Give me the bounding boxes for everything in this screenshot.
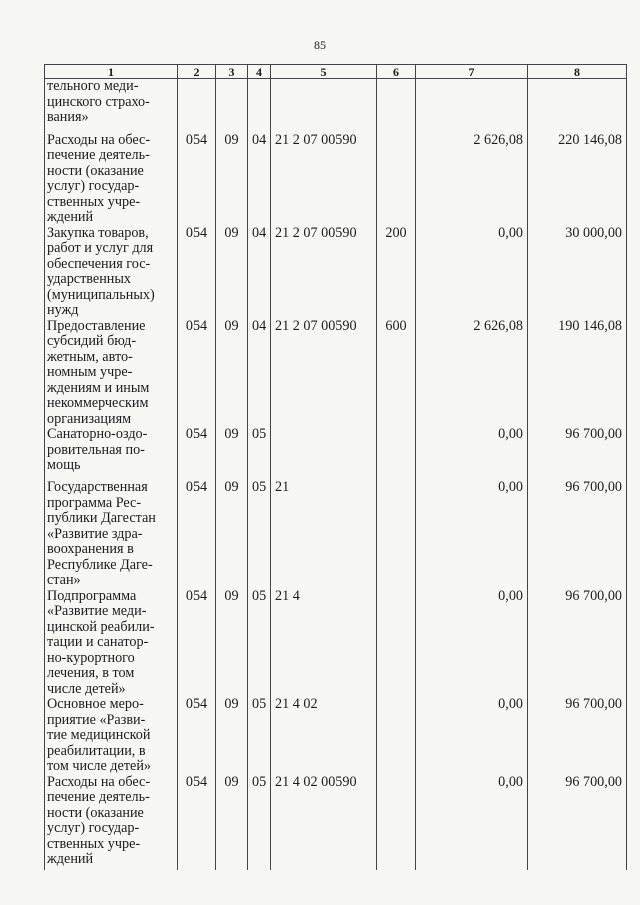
amount-change-cell: 0,00 [416, 226, 528, 319]
amount-total-cell [528, 79, 627, 133]
amount-change-cell: 2 626,08 [416, 319, 528, 428]
table-row [45, 697, 627, 775]
column-header: 5 [271, 65, 377, 79]
table-row [45, 480, 627, 589]
expense-type-cell: 600 [377, 319, 416, 428]
ministry-code-cell: 054 [178, 319, 216, 428]
ministry-code-cell [178, 79, 216, 133]
amount-total-cell: 220 146,08 [528, 133, 627, 226]
expense-type-cell [377, 79, 416, 133]
target-item-cell [271, 79, 377, 133]
row-name-cell: Предоставление субсидий бюд- жетным, авто- номным учре- ждениям и иным некоммерческим организациям [45, 319, 178, 428]
page-number: 85 [314, 38, 326, 52]
expense-type-cell [377, 480, 416, 589]
table-row [45, 775, 627, 870]
row-name-cell: тельного меди- цинского страхо- вания» [45, 79, 178, 133]
target-item-cell: 21 4 [271, 589, 377, 698]
subsection-code-cell: 05 [248, 775, 271, 870]
subsection-code-cell: 04 [248, 133, 271, 226]
target-item-cell: 21 2 07 00590 [271, 133, 377, 226]
target-item-cell: 21 [271, 480, 377, 589]
amount-total-cell: 30 000,00 [528, 226, 627, 319]
subsection-code-cell: 05 [248, 589, 271, 698]
amount-total-cell: 96 700,00 [528, 697, 627, 775]
row-name-cell: Санаторно-оздо- ровительная по- мощь [45, 427, 178, 480]
amount-change-cell: 0,00 [416, 589, 528, 698]
section-code-cell: 09 [216, 480, 248, 589]
section-code-cell: 09 [216, 427, 248, 480]
amount-change-cell: 0,00 [416, 480, 528, 589]
amount-total-cell: 190 146,08 [528, 319, 627, 428]
amount-change-cell: 0,00 [416, 775, 528, 870]
expense-type-cell [377, 589, 416, 698]
ministry-code-cell: 054 [178, 226, 216, 319]
budget-table [44, 64, 627, 870]
subsection-code-cell [248, 79, 271, 133]
amount-total-cell: 96 700,00 [528, 427, 627, 480]
column-header: 2 [178, 65, 216, 79]
column-number-header-row [45, 65, 627, 79]
section-code-cell [216, 79, 248, 133]
section-code-cell: 09 [216, 226, 248, 319]
ministry-code-cell: 054 [178, 589, 216, 698]
column-header: 3 [216, 65, 248, 79]
section-code-cell: 09 [216, 697, 248, 775]
table-row [45, 589, 627, 698]
section-code-cell: 09 [216, 319, 248, 428]
column-header: 7 [416, 65, 528, 79]
row-name-cell: Расходы на обес- печение деятель- ности (оказание услуг) государ- ственных учре- ждений [45, 775, 178, 870]
amount-change-cell: 2 626,08 [416, 133, 528, 226]
target-item-cell: 21 4 02 00590 [271, 775, 377, 870]
target-item-cell [271, 427, 377, 480]
row-name-cell: Государственная программа Рес- публики Дагестан «Развитие здра- воохранения в Республике Даге- стан» [45, 480, 178, 589]
subsection-code-cell: 04 [248, 226, 271, 319]
amount-change-cell [416, 79, 528, 133]
row-name-cell: Основное меро- приятие «Разви- тие медицинской реабилитации, в том числе детей» [45, 697, 178, 775]
table-row [45, 79, 627, 133]
column-header: 6 [377, 65, 416, 79]
subsection-code-cell: 05 [248, 480, 271, 589]
row-name-cell: Подпрограмма «Развитие меди- цинской реабили- тации и санатор- но-курортного лечения, в том числе детей» [45, 589, 178, 698]
ministry-code-cell: 054 [178, 480, 216, 589]
ministry-code-cell: 054 [178, 775, 216, 870]
expense-type-cell [377, 697, 416, 775]
column-header: 8 [528, 65, 627, 79]
ministry-code-cell: 054 [178, 697, 216, 775]
column-header: 1 [45, 65, 178, 79]
amount-change-cell: 0,00 [416, 697, 528, 775]
table-row [45, 319, 627, 428]
subsection-code-cell: 05 [248, 697, 271, 775]
expense-type-cell [377, 775, 416, 870]
target-item-cell: 21 4 02 [271, 697, 377, 775]
amount-total-cell: 96 700,00 [528, 480, 627, 589]
table-row [45, 226, 627, 319]
ministry-code-cell: 054 [178, 133, 216, 226]
subsection-code-cell: 04 [248, 319, 271, 428]
subsection-code-cell: 05 [248, 427, 271, 480]
amount-change-cell: 0,00 [416, 427, 528, 480]
row-name-cell: Закупка товаров, работ и услуг для обеспечения гос- ударственных (муниципальных) нужд [45, 226, 178, 319]
amount-total-cell: 96 700,00 [528, 775, 627, 870]
target-item-cell: 21 2 07 00590 [271, 319, 377, 428]
target-item-cell: 21 2 07 00590 [271, 226, 377, 319]
column-header: 4 [248, 65, 271, 79]
row-name-cell: Расходы на обес- печение деятель- ности (оказание услуг) государ- ственных учре- ждений [45, 133, 178, 226]
section-code-cell: 09 [216, 133, 248, 226]
ministry-code-cell: 054 [178, 427, 216, 480]
expense-type-cell [377, 427, 416, 480]
expense-type-cell [377, 133, 416, 226]
table-row [45, 133, 627, 226]
amount-total-cell: 96 700,00 [528, 589, 627, 698]
table-row [45, 427, 627, 480]
section-code-cell: 09 [216, 589, 248, 698]
section-code-cell: 09 [216, 775, 248, 870]
expense-type-cell: 200 [377, 226, 416, 319]
